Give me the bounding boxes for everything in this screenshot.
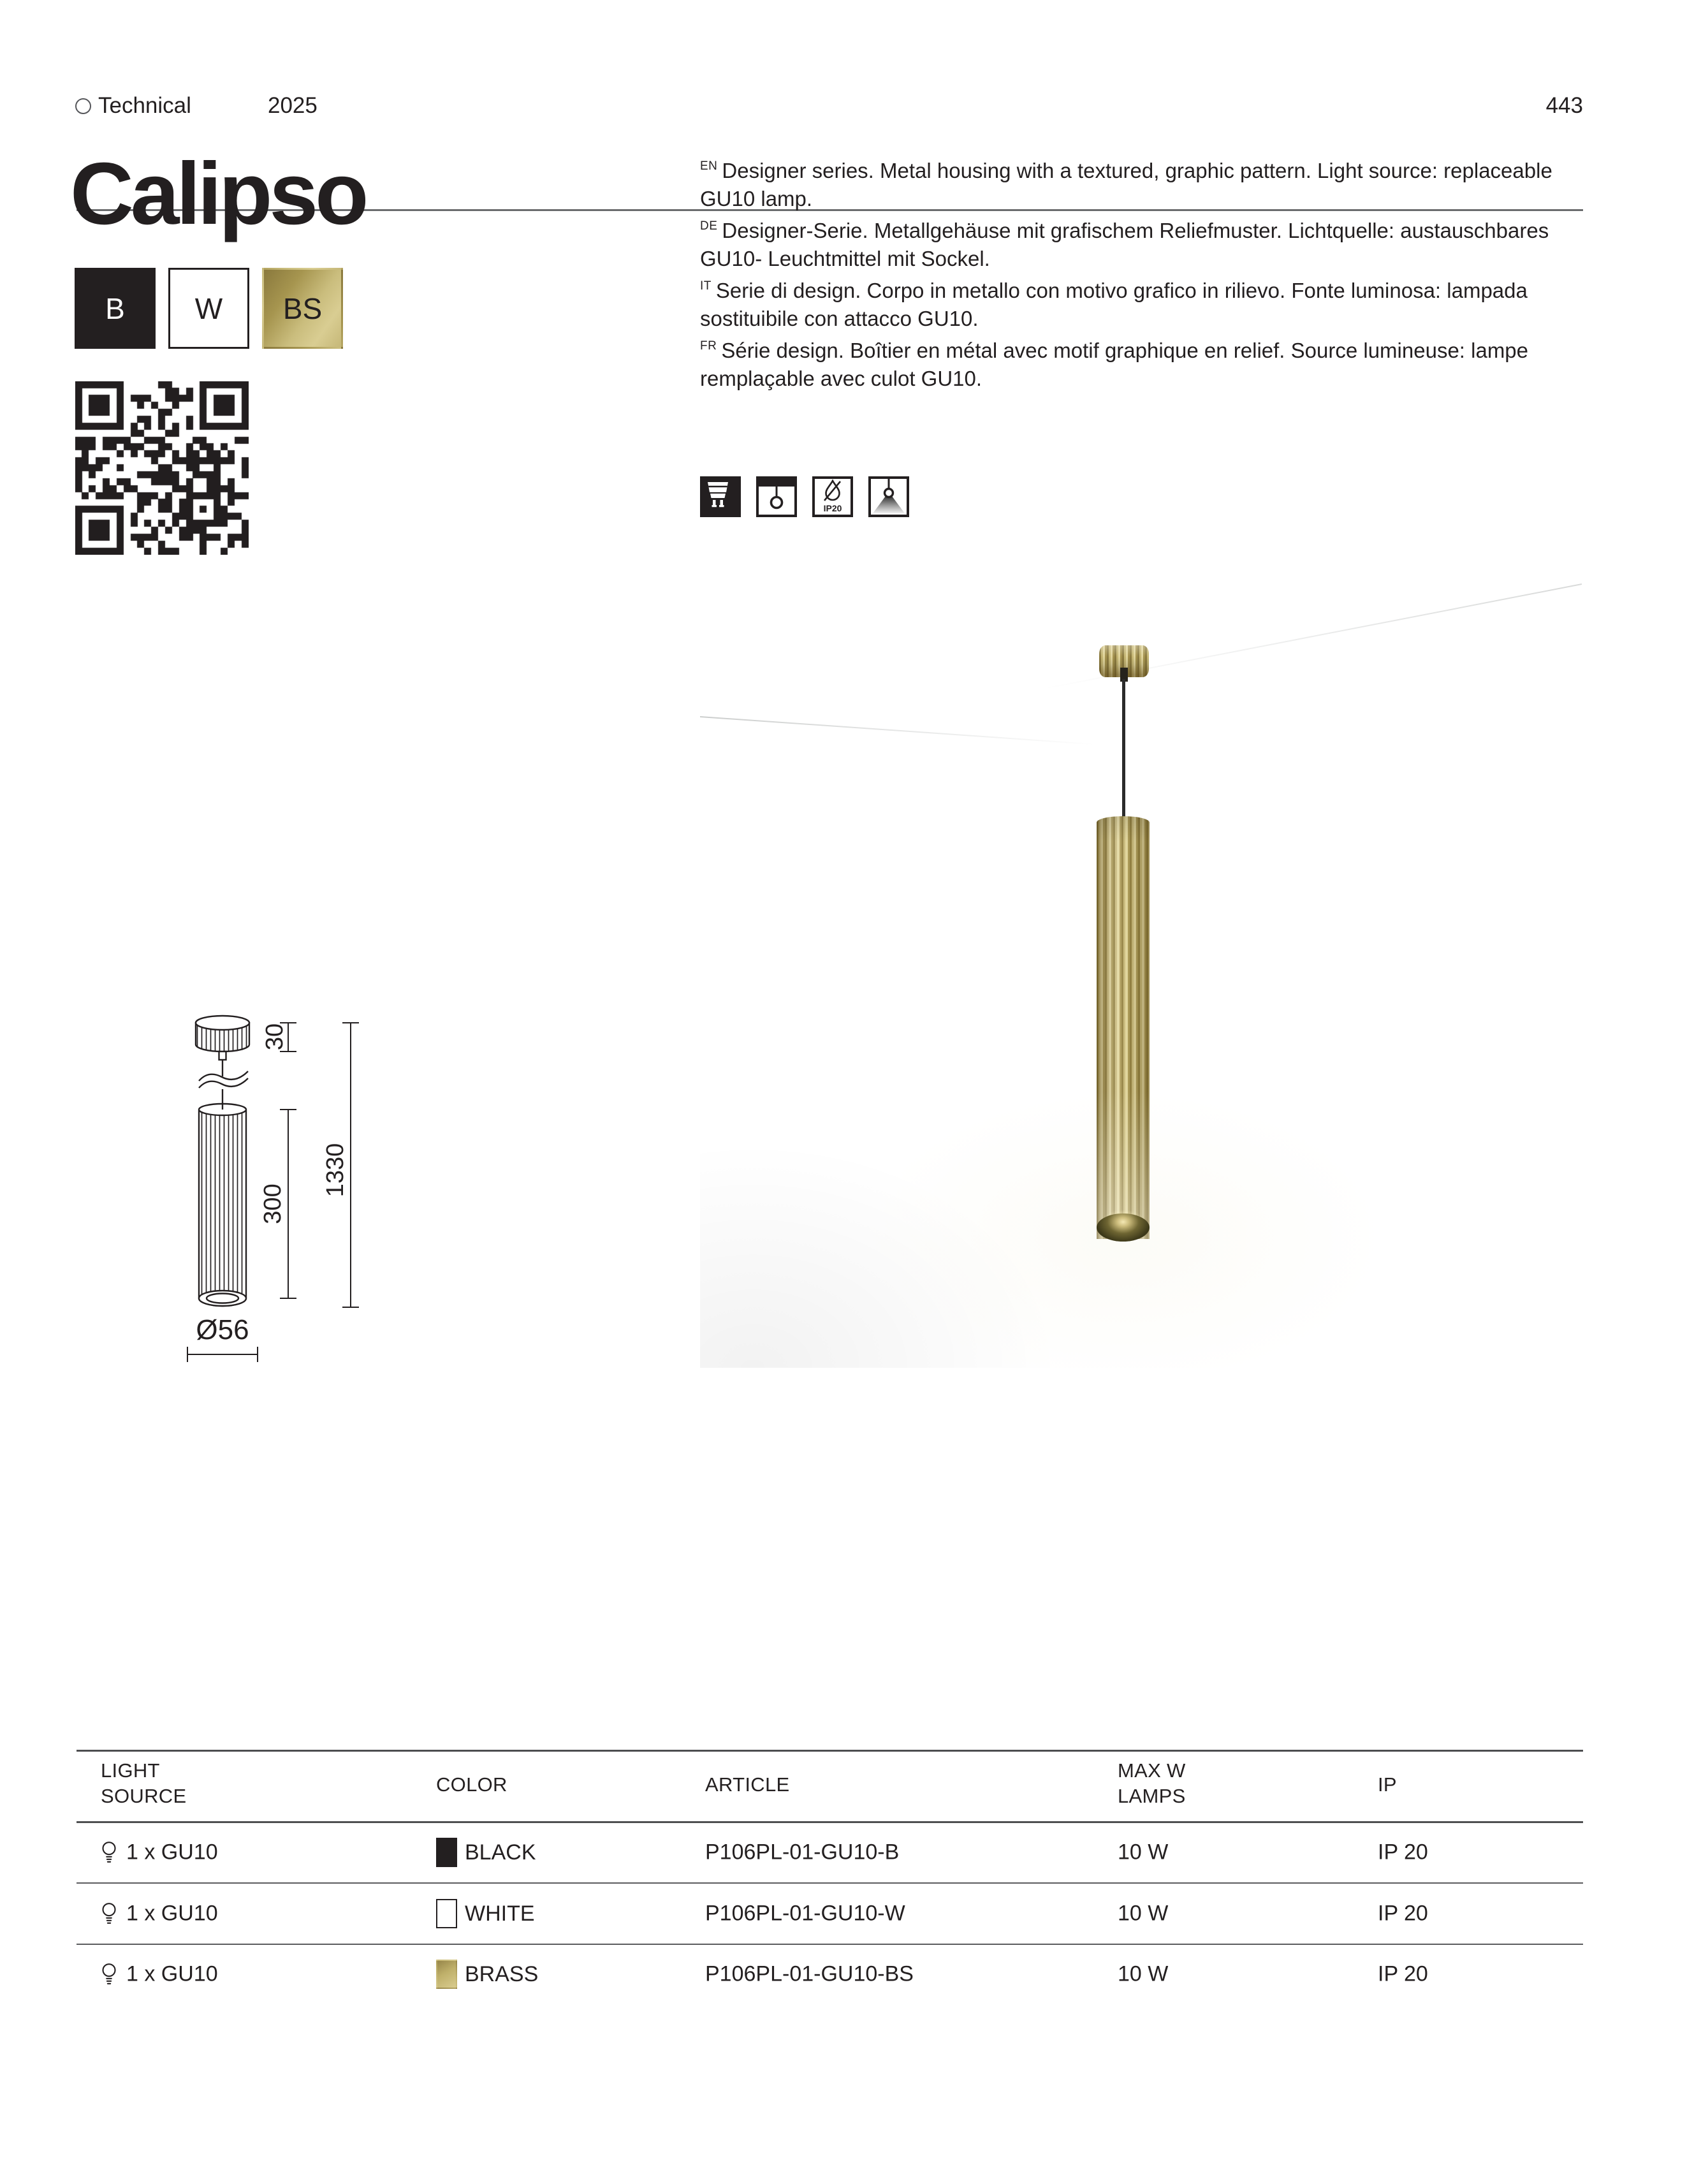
- article-code: P106PL-01-GU10-BS: [705, 1961, 914, 1986]
- max-wattage: 10 W: [1118, 1840, 1169, 1865]
- catalog-year: 2025: [268, 93, 318, 118]
- dimension-30: [261, 1023, 296, 1052]
- color-swatch: [436, 1960, 457, 1989]
- article-code: P106PL-01-GU10-B: [705, 1840, 900, 1865]
- max-wattage: 10 W: [1118, 1961, 1169, 1986]
- description-en: $^{EN}$ Designer series. Metal housing with a textured, graphic pattern. Light source: replaceable GU10 lamp.: [700, 159, 1552, 210]
- drawing-canopy: [196, 1016, 249, 1060]
- col-header-article: ARTICLE: [705, 1773, 790, 1796]
- finish-swatches: [75, 268, 343, 349]
- dim-total-label: 1330: [322, 1143, 349, 1198]
- gu10-lamp-icon: [700, 476, 741, 517]
- photo-lamp-face: [1097, 1213, 1150, 1242]
- finish-code: B: [105, 291, 125, 325]
- page-number: 443: [1545, 93, 1583, 118]
- brand-circle-icon: [75, 98, 91, 114]
- photo-cable: [1122, 679, 1125, 818]
- drawing-wire: [199, 1060, 248, 1110]
- finish-swatch-white: [168, 268, 249, 349]
- qr-code: [75, 381, 249, 555]
- color-name: BRASS: [465, 1961, 539, 1986]
- description-it: $^{IT}$ Serie di design. Corpo in metallo con motivo grafico in rilievo. Fonte luminosa: lampada sostituibile con attacco GU10.: [700, 279, 1528, 330]
- color-swatch: [436, 1899, 457, 1928]
- dimension-1330: [322, 1023, 359, 1307]
- article-code: P106PL-01-GU10-W: [705, 1901, 905, 1926]
- product-title: Calipso: [70, 145, 366, 243]
- light-source-value: 1 x GU10: [126, 1840, 218, 1865]
- ip-rating-icon: [812, 476, 853, 517]
- bulb-icon: [99, 1840, 119, 1865]
- color-name: WHITE: [465, 1901, 535, 1926]
- product-description: [700, 153, 1593, 393]
- pendant-mount-icon: [756, 476, 797, 517]
- feature-icons: [700, 476, 909, 517]
- wall-edge-line: [1044, 583, 1582, 689]
- photo-canopy: [1099, 645, 1149, 677]
- ip-rating: IP 20: [1378, 1901, 1428, 1926]
- dim-body-label: 300: [259, 1184, 287, 1224]
- photo-lamp-body: [1097, 816, 1150, 1239]
- lang-tag: DE: [700, 219, 718, 233]
- description-de: $^{DE}$ Designer-Serie. Metallgehäuse mit grafischem Reliefmuster. Lichtquelle: austauschbares GU10- Leuchtmittel mit Sockel.: [700, 219, 1549, 270]
- dimension-drawing: [161, 990, 377, 1372]
- direct-light-icon: [868, 476, 909, 517]
- photo-cable-gland: [1120, 668, 1128, 682]
- table-top-rule: [77, 1750, 1583, 1752]
- max-wattage: 10 W: [1118, 1901, 1169, 1926]
- col-header-ip: IP: [1378, 1773, 1397, 1796]
- finish-swatch-black: [75, 268, 156, 349]
- ip-rating: IP 20: [1378, 1840, 1428, 1865]
- color-name: BLACK: [465, 1840, 536, 1865]
- lang-tag: EN: [700, 159, 718, 173]
- color-swatch: [436, 1838, 457, 1867]
- dim-canopy-label: 30: [261, 1023, 289, 1051]
- lang-tag: FR: [700, 339, 717, 353]
- ip-rating-label: IP20: [823, 503, 842, 513]
- dim-diameter-label: Ø56: [196, 1314, 249, 1345]
- col-header-max-w: MAX W LAMPS: [1118, 1759, 1186, 1807]
- dimension-diameter: [187, 1314, 258, 1362]
- table-row: [77, 1822, 1583, 1882]
- finish-swatch-brass: [262, 268, 343, 349]
- header-section: [75, 93, 191, 119]
- bulb-icon: [99, 1902, 119, 1926]
- table-row: [77, 1884, 1583, 1944]
- light-source-value: 1 x GU10: [126, 1901, 218, 1926]
- description-fr: $^{FR}$ Série design. Boîtier en métal avec motif graphique en relief. Source lumineuse: lampe remplaçable avec culot GU10.: [700, 339, 1529, 390]
- product-photo: [700, 558, 1582, 1368]
- finish-code: BS: [282, 291, 323, 325]
- ip-rating: IP 20: [1378, 1961, 1428, 1986]
- ceiling-edge-line: [700, 716, 1095, 745]
- dimension-300: [259, 1110, 296, 1298]
- section-label: Technical: [98, 93, 191, 118]
- table-row: [77, 1945, 1583, 2004]
- bulb-icon: [99, 1962, 119, 1986]
- lang-tag: IT: [700, 279, 712, 293]
- finish-code: W: [194, 291, 223, 325]
- drawing-body: [199, 1104, 246, 1306]
- col-header-color: COLOR: [436, 1773, 507, 1796]
- col-header-light-source: LIGHT SOURCE: [101, 1759, 187, 1807]
- light-source-value: 1 x GU10: [126, 1961, 218, 1986]
